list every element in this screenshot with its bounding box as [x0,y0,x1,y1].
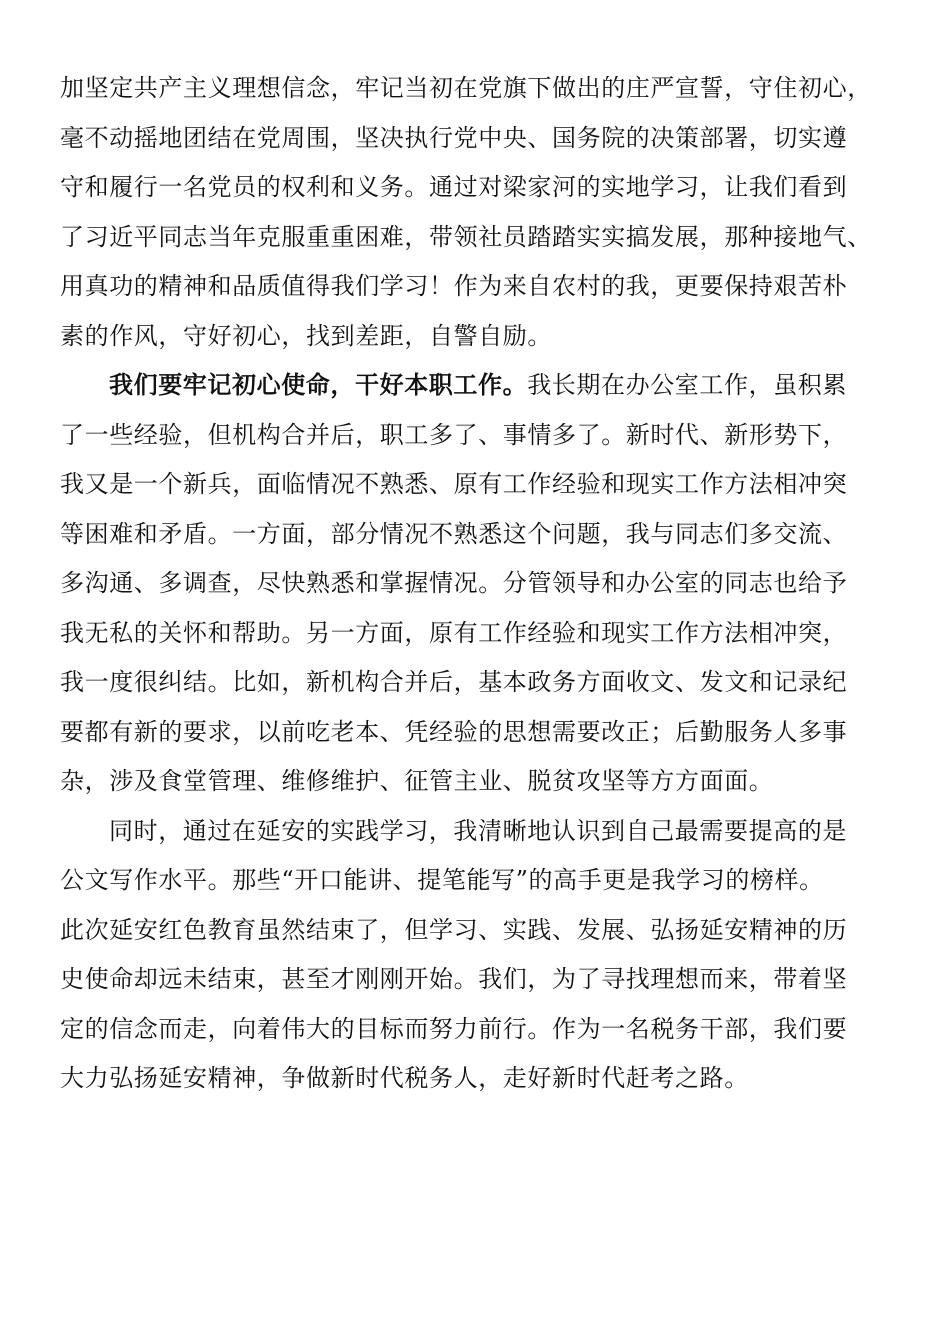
paragraph-heading: 我们要牢记初心使命，干好本职工作。 [109,370,528,399]
text-line [60,367,895,417]
text-line: 此次延安红色教育虽然结束了，但学习、实践、发展、弘扬延安精神的历 [60,915,848,944]
text-line: 杂，涉及食堂管理、维修维护、征管主业、脱贫攻坚等方方面面。 [60,767,774,795]
text-line: 我一度很纠结。比如，新机构合并后，基本政务方面收文、发文和记录纪 [60,668,848,696]
text-line: 我又是一个新兵，面临情况不熟悉、原有工作经验和现实工作方法相冲突 [60,470,848,498]
text-line: 素的作风，守好初心，找到差距，自警自励。 [60,321,552,350]
text-line: 同时，通过在延安的实践学习，我清晰地认识到自己最需要提高的是 [109,816,847,845]
text-line: 定的信念而走，向着伟大的目标而努力前行。作为一名税务干部，我们要 [60,1014,848,1043]
document-body [60,70,895,1110]
text-line: 加坚定共产主义理想信念，牢记当初在党旗下做出的庄严宣誓，守住初心， [60,74,872,102]
text-line: 我无私的关怀和帮助。另一方面，原有工作经验和现实工作方法相冲突， [60,618,848,647]
text-line: 要都有新的要求，以前吃老本、凭经验的思想需要改正；后勤服务人多事 [60,717,848,746]
paragraph-2 [60,367,895,813]
text-line: 了习近平同志当年克服重重困难，带领社员踏踏实实搞发展，那种接地气、 [60,222,872,251]
text-line: 用真功的精神和品质值得我们学习！作为来自农村的我，更要保持艰苦朴 [60,272,848,300]
text-line: 了一些经验，但机构合并后，职工多了、事情多了。新时代、新形势下， [60,420,848,449]
text-line: 毫不动摇地团结在党周围，坚决执行党中央、国务院的决策部署，切实遵 [60,123,848,152]
text-line: 公文写作水平。那些“开口能讲、提笔能写”的高手更是我学习的榜样。 [60,866,824,894]
text-line: 大力弘扬延安精神，争做新时代税务人，走好新时代赶考之路。 [60,1064,749,1092]
text-line: 史使命却远未结束，甚至才刚刚开始。我们，为了寻找理想而来，带着坚 [60,965,848,993]
text-line: 等困难和矛盾。一方面，部分情况不熟悉这个问题，我与同志们多交流、 [60,519,848,548]
text-line: 多沟通、多调查，尽快熟悉和掌握情况。分管领导和办公室的同志也给予 [60,569,848,597]
paragraph-1 [60,70,895,367]
text-line: 守和履行一名党员的权利和义务。通过对梁家河的实地学习，让我们看到 [60,173,848,201]
paragraph-3 [60,813,895,1110]
text-span: 我长期在办公室工作，虽积累 [527,371,848,399]
